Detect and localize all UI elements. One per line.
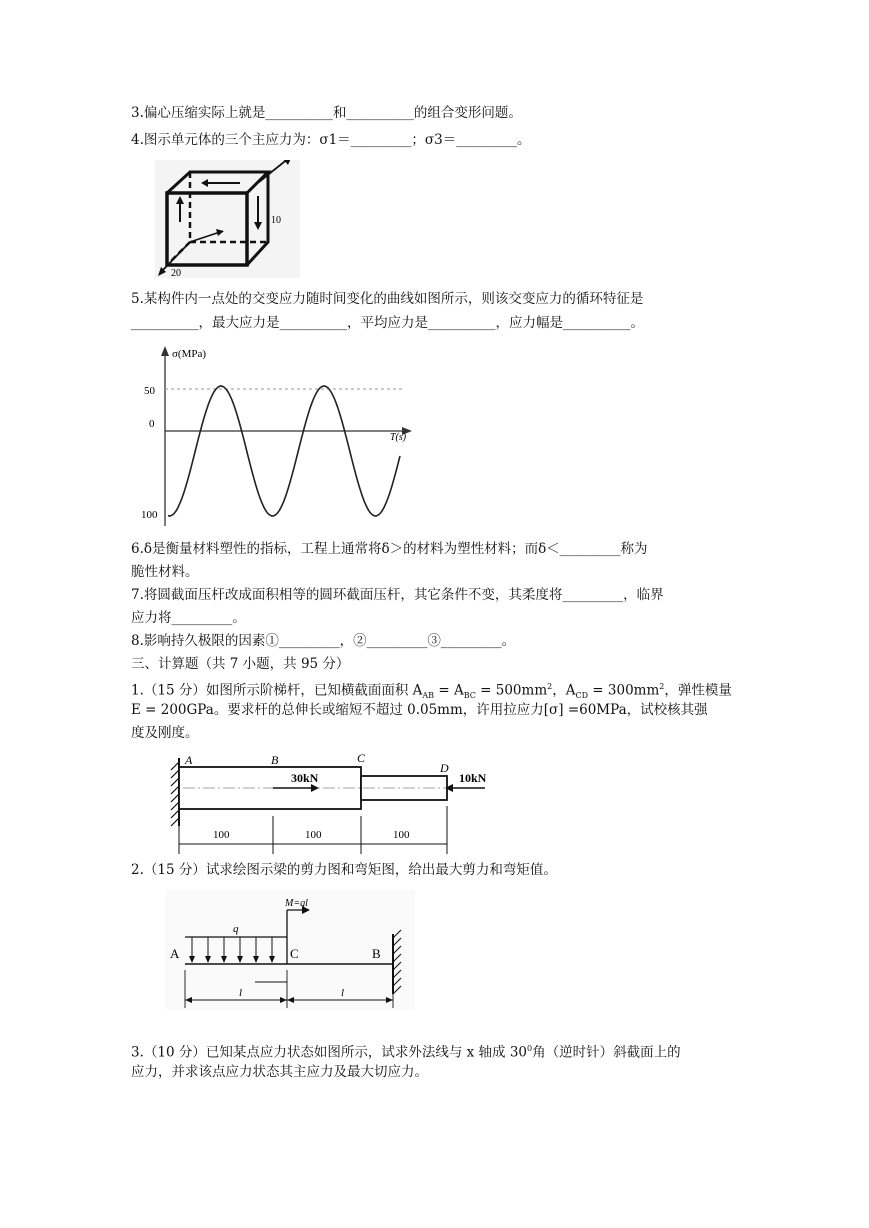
stress-label-20: 20 <box>171 268 181 278</box>
question-3-line: 3.偏心压缩实际上就是__________和__________的组合变形问题。 <box>131 105 522 121</box>
alternating-stress-chart <box>138 340 418 530</box>
tick-label-100: 100 <box>141 509 158 521</box>
point-d-label: D <box>440 761 449 775</box>
y-axis-label: σ(MPa) <box>172 348 207 360</box>
problem-1-line-2: E = 200GPa。要求杆的总伸长或缩短不超过 0.05mm，许用拉应力[σ] =60MPa，试校核其强 <box>131 702 708 718</box>
moment-label: M=ql <box>285 898 308 909</box>
point-a-label: A <box>185 753 193 767</box>
question-6-line-1: 6.δ是衡量材料塑性的指标，工程上通常将δ＞的材料为塑性材料；而δ＜_________称为 <box>131 541 648 557</box>
dimension-label-2: 100 <box>305 829 322 841</box>
section-heading: 三、计算题（共 7 小题，共 95 分） <box>131 656 350 672</box>
point-c-label: C <box>357 751 366 765</box>
beam-point-b-label: B <box>372 946 381 961</box>
question-7-line-1: 7.将圆截面压杆改成面积相等的圆环截面压杆，其它条件不变，其柔度将_________，临界 <box>131 587 664 603</box>
question-6-line-2: 脆性材料。 <box>131 564 199 580</box>
dimension-label-1: 100 <box>213 829 230 841</box>
tick-label-0: 0 <box>149 418 155 430</box>
x-axis-label: T(s) <box>390 432 407 443</box>
stress-label-10: 10 <box>271 215 281 226</box>
length-label-1: l <box>239 987 243 999</box>
load-q-label: q <box>233 923 239 935</box>
question-5-line-1: 5.某构件内一点处的交变应力随时间变化的曲线如图所示，则该交变应力的循环特征是 <box>131 291 644 307</box>
force-30kn-label: 30kN <box>291 771 319 785</box>
question-7-line-2: 应力将_________。 <box>131 610 246 626</box>
point-b-label: B <box>271 753 279 767</box>
stepped-bar-figure <box>163 750 503 860</box>
tick-label-50: 50 <box>144 385 155 397</box>
problem-3-line-1: 3.（10 分）已知某点应力状态如图所示，试求外法线与 x 轴成 $30^0$角（逆时针）斜截面上的 <box>131 1044 681 1061</box>
beam-point-a-label: A <box>170 946 180 961</box>
dimension-label-3: 100 <box>393 829 410 841</box>
force-10kn-label: 10kN <box>459 771 487 785</box>
question-4-line: 4.图示单元体的三个主应力为：σ1＝_________；σ3＝_________。 <box>131 132 531 148</box>
stress-element-figure <box>155 160 300 278</box>
beam-figure <box>165 890 415 1010</box>
beam-point-c-label: C <box>290 946 299 961</box>
problem-2-line: 2.（15 分）试求绘图示梁的剪力图和弯矩图，给出最大剪力和弯矩值。 <box>131 862 557 878</box>
question-8-line: 8.影响持久极限的因素①_________，②_________③_________。 <box>131 633 516 649</box>
problem-3-line-2: 应力，并求该点应力状态其主应力及最大切应力。 <box>131 1064 428 1080</box>
problem-1-line-3: 度及刚度。 <box>131 725 199 741</box>
question-5-line-2: __________，最大应力是__________，平均应力是__________，应力幅是__________。 <box>131 315 644 331</box>
length-label-2: l <box>341 987 345 999</box>
stress-curve <box>168 386 400 516</box>
problem-1-line-1: 1.（15 分）如图所示阶梯杆，已知横截面面积 $A_{AB} = A_{BC} = 500mm^2$，$A_{CD} = 300mm^2$，弹性模量 <box>131 682 732 701</box>
